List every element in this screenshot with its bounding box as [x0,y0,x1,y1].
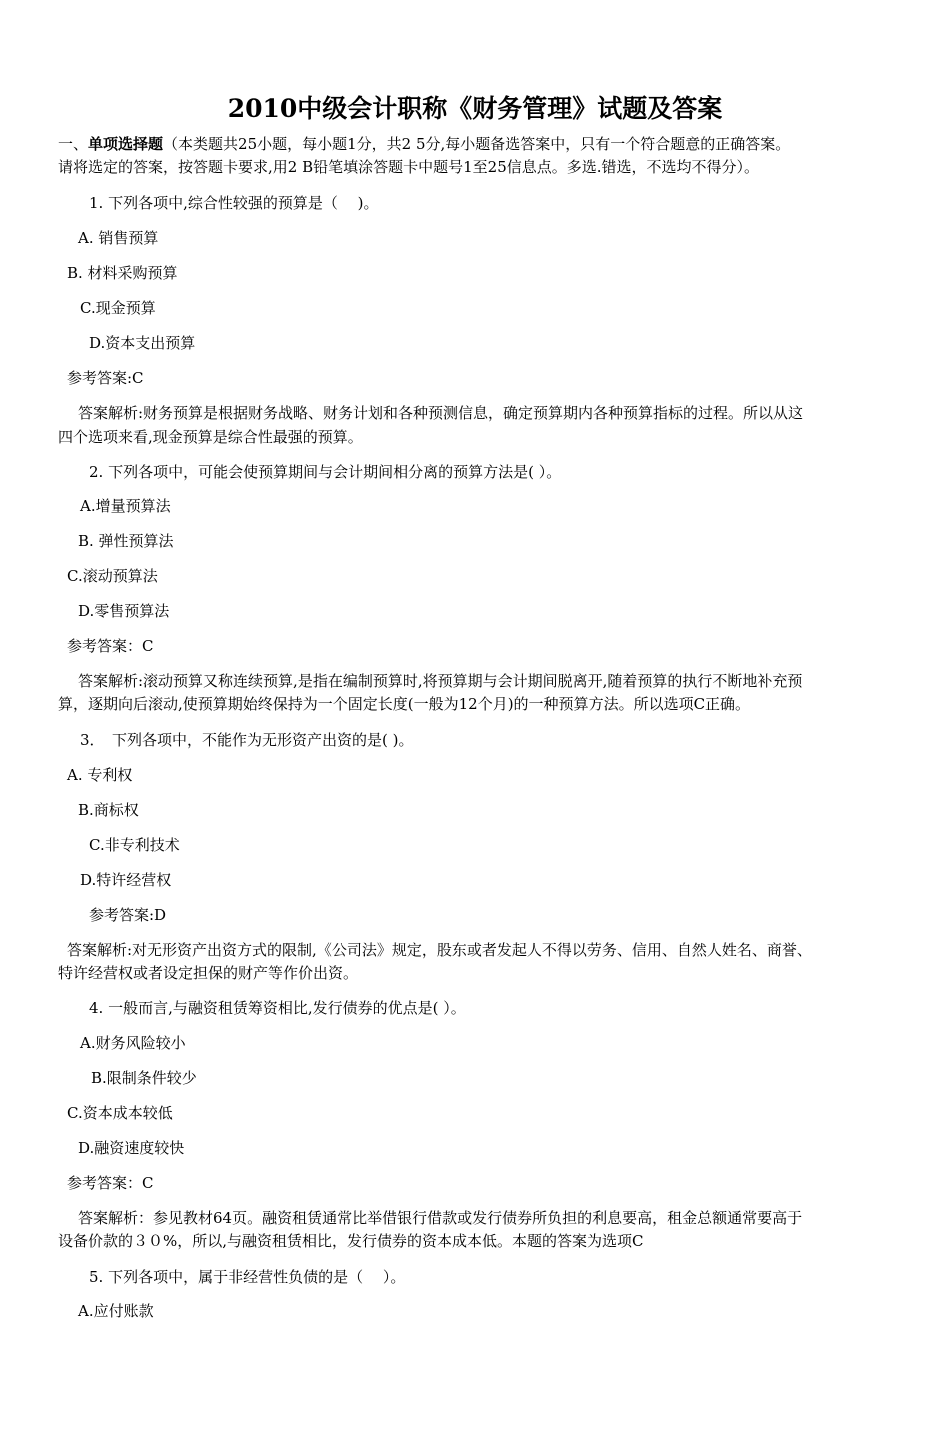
answer-analysis-line: 答案解析：参见教材64页。融资租赁通常比举借银行借款或发行债券所负担的利息要高，租金总额通常要高于 [78,1209,803,1227]
section-instructions-line2: 请将选定的答案，按答题卡要求,用2 B铅笔填涂答题卡中题号1至25信息点。多选.错选，不选均不得分）。 [58,158,760,176]
answer-analysis-line: 答案解析:滚动预算又称连续预算,是指在编制预算时,将预算期与会计期间脱离开,随着预算的执行不断地补充预 [78,672,803,690]
reference-answer: 参考答案:C [67,369,144,387]
answer-analysis-line: 四个选项来看,现金预算是综合性最强的预算。 [58,428,363,446]
question-option: A. 销售预算 [78,229,159,247]
document-title: 2010中级会计职称《财务管理》试题及答案 [227,94,723,123]
question-stem: 5. 下列各项中，属于非经营性负债的是（ ）。 [89,1268,406,1286]
question-option: A.应付账款 [78,1302,154,1320]
question-option: D.零售预算法 [78,602,170,620]
question-stem: 1. 下列各项中,综合性较强的预算是（ )。 [89,194,379,212]
question-option: A. 专利权 [67,766,133,784]
question-stem: 3． 下列各项中，不能作为无形资产出资的是( )。 [80,731,414,749]
question-option: D.融资速度较快 [78,1139,185,1157]
section-header [58,133,790,155]
question-stem: 2. 下列各项中，可能会使预算期间与会计期间相分离的预算方法是( ）。 [89,463,562,481]
answer-analysis-line: 答案解析:财务预算是根据财务战略、财务计划和各种预测信息，确定预算期内各种预算指标的过程。所以从这 [78,404,804,422]
reference-answer: 参考答案：C [67,1174,154,1192]
question-option: C.现金预算 [80,299,156,317]
section-prefix: 一、 [58,135,89,153]
question-option: C.资本成本较低 [67,1104,173,1122]
question-stem: 4. 一般而言,与融资租赁筹资相比,发行债券的优点是( ）。 [89,999,466,1017]
question-option: D.资本支出预算 [89,334,196,352]
question-option: D.特许经营权 [80,871,172,889]
section-heading: 单项选择题 [88,135,164,153]
question-option: A.增量预算法 [80,497,171,515]
reference-answer: 参考答案：C [67,637,154,655]
question-option: B.商标权 [78,801,139,819]
question-option: B.限制条件较少 [91,1069,197,1087]
question-option: B. 材料采购预算 [67,264,178,282]
section-instructions-line1: （本类题共25小题，每小题1分，共2 5分,每小题备选答案中，只有一个符合题意的正确答案。 [163,135,791,153]
question-option: C.非专利技术 [89,836,180,854]
question-option: B. 弹性预算法 [78,532,174,550]
question-option: C.滚动预算法 [67,567,158,585]
reference-answer: 参考答案:D [89,906,167,924]
question-option: A.财务风险较小 [80,1034,186,1052]
answer-analysis-line: 答案解析:对无形资产出资方式的限制,《公司法》规定，股东或者发起人不得以劳务、信用、自然人姓名、商誉、 [67,941,812,959]
answer-analysis-line: 算，逐期向后滚动,使预算期始终保持为一个固定长度(一般为12个月)的一种预算方法。所以选项C正确。 [58,695,751,713]
answer-analysis-line: 设备价款的３０%，所以,与融资租赁相比，发行债券的资本成本低。本题的答案为选项C [58,1232,644,1250]
answer-analysis-line: 特许经营权或者设定担保的财产等作价出资。 [58,964,359,982]
